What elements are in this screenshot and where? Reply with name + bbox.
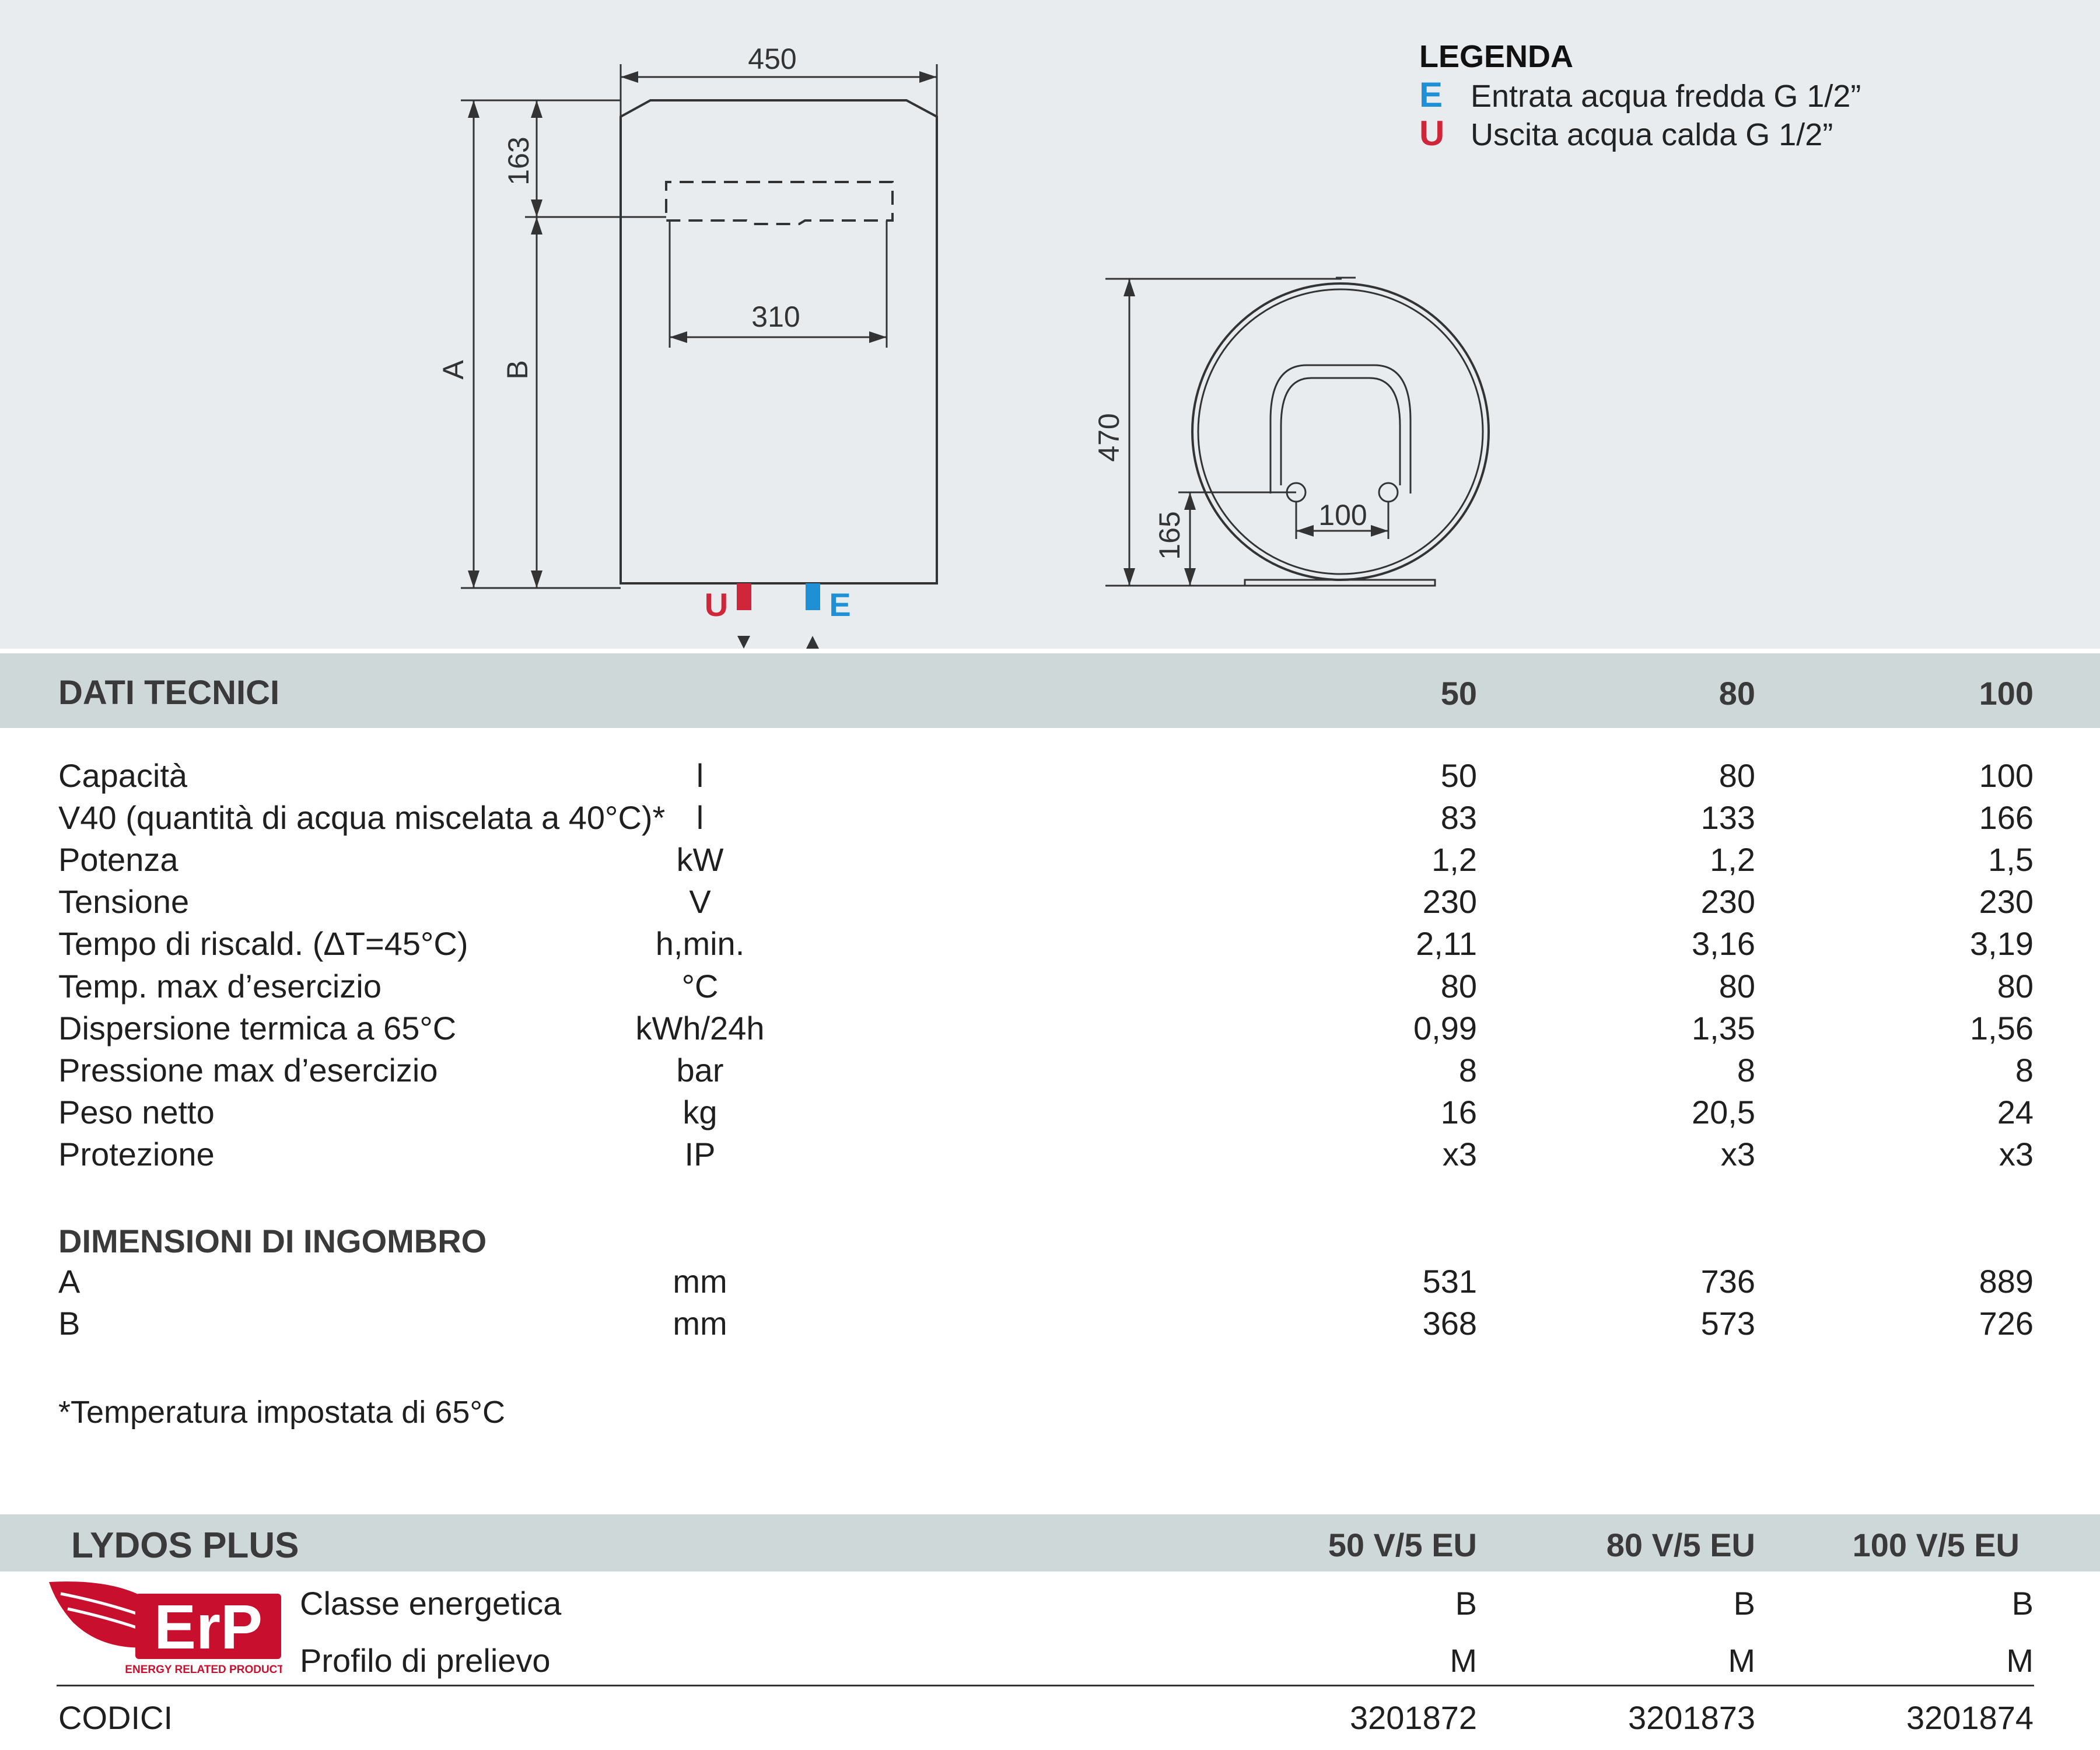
row-value: 8 <box>1737 1052 1755 1088</box>
row-label: Tempo di riscald. (ΔT=45°C) <box>58 925 468 962</box>
row-value: 80 <box>1718 968 1755 1005</box>
row-value: B <box>1733 1585 1755 1622</box>
dim-conn-spacing-label: 100 <box>1318 499 1367 531</box>
row-label: Tensione <box>58 883 190 920</box>
dim-inner-label: 310 <box>751 300 800 333</box>
legend-text-inlet: Entrata acqua fredda G 1/2” <box>1471 79 1861 114</box>
table-row <box>0 883 2100 925</box>
row-unit: bar <box>676 1052 724 1088</box>
row-value: 80 <box>1440 968 1477 1005</box>
row-unit: kg <box>682 1094 718 1130</box>
row-value: 80 <box>1718 757 1755 794</box>
row-label: Protezione <box>58 1136 215 1172</box>
row-unit: °C <box>681 968 719 1005</box>
row-value: 2,11 <box>1416 925 1477 962</box>
row-value: 889 <box>1979 1263 2034 1300</box>
row-value: x3 <box>1720 1136 1755 1172</box>
row-value: 3,16 <box>1692 925 1755 962</box>
legend-letter-e: E <box>1419 75 1443 114</box>
row-label: Dispersione termica a 65°C <box>58 1010 457 1046</box>
divider <box>57 1685 2034 1686</box>
row-unit: mm <box>673 1263 727 1300</box>
row-value: 50 <box>1440 757 1477 794</box>
cold-inlet-pipe <box>806 583 820 610</box>
row-value: 3,19 <box>1970 925 2034 962</box>
row-value: M <box>1450 1642 1477 1679</box>
table-row <box>0 1135 2100 1177</box>
codes-label: CODICI <box>58 1699 173 1736</box>
tech-title: DATI TECNICI <box>58 674 280 712</box>
dim-b-label: B <box>501 360 534 380</box>
flange-outline <box>1270 365 1410 494</box>
row-label: Pressione max d’esercizio <box>58 1052 438 1088</box>
legend-letter-u: U <box>1419 114 1445 153</box>
legend-item-outlet <box>1419 113 1833 153</box>
heater-side-outer <box>1192 284 1489 580</box>
row-value: 736 <box>1700 1263 1755 1300</box>
legend-item-inlet <box>1419 75 1861 115</box>
row-label: Capacità <box>58 757 188 794</box>
tech-header-band <box>0 653 2100 728</box>
product-col-50: 50 V/5 EU <box>1328 1527 1477 1563</box>
tech-col-100: 100 <box>1979 675 2034 712</box>
row-value: x3 <box>1442 1136 1477 1172</box>
technical-drawing-area <box>0 0 2100 649</box>
row-unit: IP <box>684 1136 716 1172</box>
table-row <box>0 757 2100 799</box>
table-row <box>0 1642 2100 1684</box>
row-label: A <box>58 1263 80 1300</box>
row-unit: mm <box>673 1305 727 1342</box>
row-label: Profilo di prelievo <box>300 1642 551 1679</box>
code-value: 3201874 <box>1906 1699 2034 1736</box>
dim-top-label: 163 <box>502 136 535 186</box>
row-value: M <box>1728 1642 1755 1679</box>
legend-text-outlet: Uscita acqua calda G 1/2” <box>1471 117 1833 152</box>
row-value: x3 <box>1999 1136 2034 1172</box>
footnote: *Temperatura impostata di 65°C <box>58 1395 505 1430</box>
product-col-80: 80 V/5 EU <box>1606 1527 1755 1563</box>
row-unit: V <box>689 883 711 920</box>
row-value: 230 <box>1700 883 1755 920</box>
row-unit: kW <box>676 841 724 878</box>
row-value: 1,2 <box>1710 841 1755 878</box>
table-row <box>0 967 2100 1009</box>
table-row <box>0 841 2100 883</box>
row-label: Potenza <box>58 841 178 878</box>
row-label: Classe energetica <box>300 1585 562 1622</box>
product-title: LYDOS PLUS <box>71 1525 299 1566</box>
row-value: 573 <box>1700 1305 1755 1342</box>
tech-col-50: 50 <box>1440 675 1477 712</box>
codes-row <box>0 1699 2100 1741</box>
row-value: 20,5 <box>1692 1094 1755 1130</box>
row-value: 8 <box>1458 1052 1477 1088</box>
row-value: 83 <box>1440 799 1477 836</box>
row-value: B <box>2011 1585 2034 1622</box>
outlet-arrow <box>737 636 750 649</box>
dim-a-label: A <box>437 360 470 380</box>
row-value: 726 <box>1979 1305 2034 1342</box>
table-row <box>0 1262 2100 1304</box>
dim-width-label: 450 <box>748 43 797 75</box>
table-row <box>0 1009 2100 1051</box>
row-value: 1,2 <box>1432 841 1477 878</box>
row-value: 1,56 <box>1970 1010 2034 1046</box>
wall-bracket <box>1245 580 1435 586</box>
row-label: B <box>58 1305 80 1342</box>
inlet-arrow <box>806 636 819 649</box>
table-row <box>0 1304 2100 1346</box>
row-unit: kWh/24h <box>635 1010 765 1046</box>
row-value: 531 <box>1422 1263 1477 1300</box>
row-value: 133 <box>1700 799 1755 836</box>
row-label: V40 (quantità di acqua miscelata a 40°C)* <box>58 799 666 836</box>
code-value: 3201873 <box>1628 1699 1755 1736</box>
tech-col-80: 80 <box>1718 675 1755 712</box>
product-header-band <box>0 1514 2100 1572</box>
table-row <box>0 1093 2100 1135</box>
hot-outlet-pipe <box>737 583 751 610</box>
row-label: Temp. max d’esercizio <box>58 968 382 1005</box>
row-value: 80 <box>1997 968 2034 1005</box>
row-value: 230 <box>1422 883 1477 920</box>
row-value: 1,5 <box>1988 841 2034 878</box>
row-value: 8 <box>2015 1052 2034 1088</box>
pipe-right <box>1379 483 1398 502</box>
dim-height-conn-label: 165 <box>1153 511 1186 560</box>
row-value: 166 <box>1979 799 2034 836</box>
table-row <box>0 1584 2100 1626</box>
row-value: 24 <box>1997 1094 2034 1130</box>
dim-depth-label: 470 <box>1093 413 1125 462</box>
code-value: 3201872 <box>1349 1699 1477 1736</box>
product-col-100: 100 V/5 EU <box>1852 1527 2020 1563</box>
table-row <box>0 925 2100 967</box>
row-unit: l <box>696 757 704 794</box>
row-value: 368 <box>1422 1305 1477 1342</box>
table-row <box>0 799 2100 841</box>
inlet-marker-e: E <box>829 586 851 623</box>
row-value: 230 <box>1979 883 2034 920</box>
row-value: 100 <box>1979 757 2034 794</box>
erp-logo-subtext: ENERGY RELATED PRODUCTS <box>125 1664 282 1676</box>
row-value: B <box>1455 1585 1477 1622</box>
row-value: M <box>2006 1642 2034 1679</box>
row-value: 0,99 <box>1413 1010 1477 1046</box>
erp-logo-text: ErP <box>153 1591 263 1662</box>
row-label: Peso netto <box>58 1094 215 1130</box>
table-row <box>0 1051 2100 1093</box>
heater-front-body <box>621 100 937 583</box>
row-unit: l <box>696 799 704 836</box>
dimensions-title: DIMENSIONI DI INGOMBRO <box>58 1223 487 1259</box>
row-value: 1,35 <box>1692 1010 1755 1046</box>
outlet-marker-u: U <box>704 586 729 623</box>
legend-title: LEGENDA <box>1419 39 1574 74</box>
row-unit: h,min. <box>655 925 745 962</box>
row-value: 16 <box>1440 1094 1477 1130</box>
